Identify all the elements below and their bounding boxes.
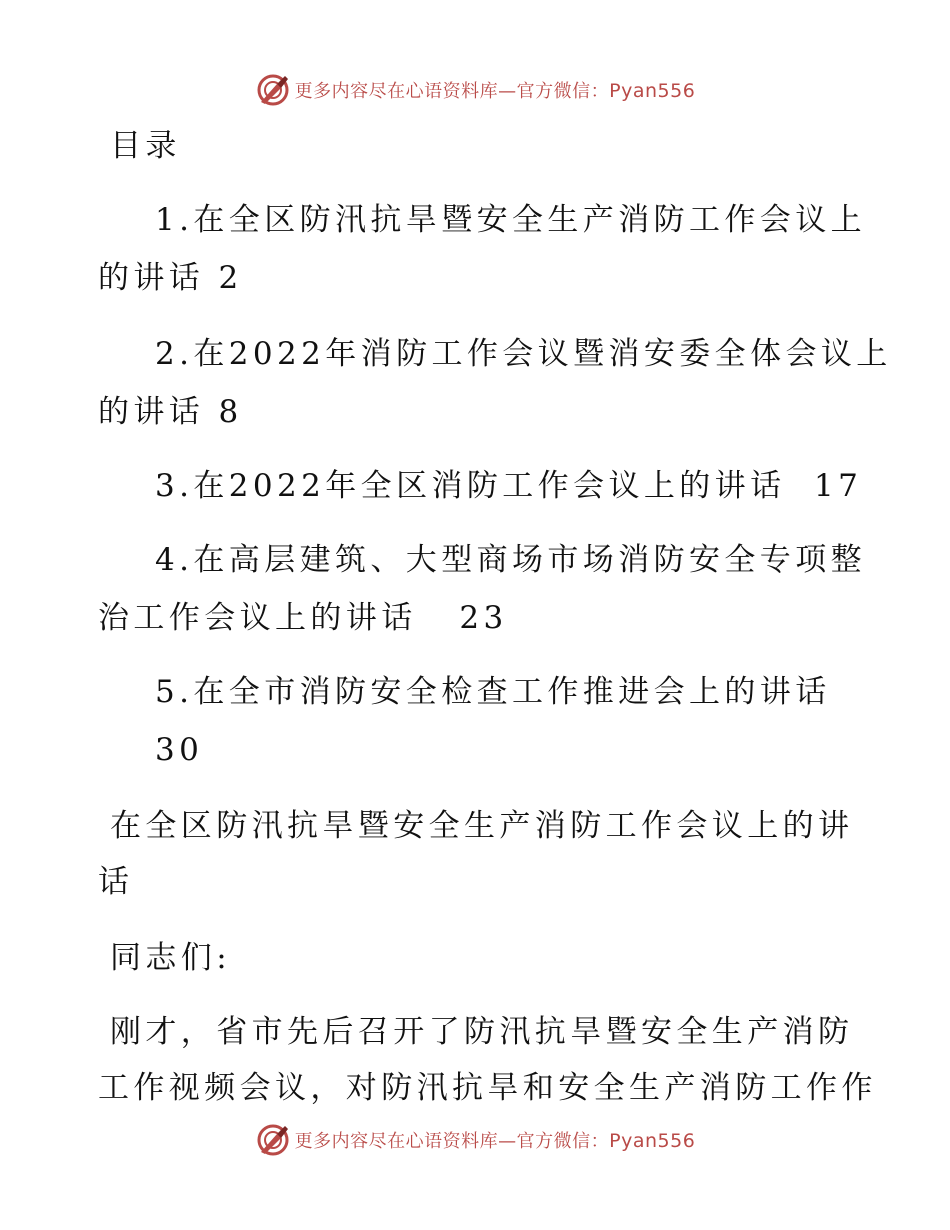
toc-item-number: 2. xyxy=(155,336,194,372)
watermark-slogan: 更多内容尽在心语资料库 xyxy=(294,81,499,102)
watermark-account: Pyan556 xyxy=(609,1130,696,1152)
body-paragraph-line-2: 工作视频会议，对防汛抗旱和安全生产消防工作作 xyxy=(98,1070,877,1106)
toc-item-title: 在全市消防安全检查工作推进会上的讲话 xyxy=(193,674,831,710)
salutation: 同志们: xyxy=(110,940,232,976)
watermark-dash: — xyxy=(498,81,517,102)
toc-item-title-cont: 的讲话 xyxy=(98,394,205,430)
toc-item-title-cont: 治工作会议上的讲话 xyxy=(98,600,417,636)
toc-item-page: 30 xyxy=(155,732,204,768)
toc-item-title: 在2022年消防工作会议暨消安委全体会议上 xyxy=(193,336,892,372)
header-watermark xyxy=(0,70,950,110)
body-paragraph-line-1: 刚才，省市先后召开了防汛抗旱暨安全生产消防 xyxy=(110,1014,854,1050)
toc-item-1-continued[interactable] xyxy=(98,258,243,298)
toc-item-4[interactable] xyxy=(155,540,866,580)
article-title: 在全区防汛抗旱暨安全生产消防工作会议上的讲 xyxy=(110,808,854,844)
toc-item-2-continued[interactable] xyxy=(98,392,243,432)
toc-item-page: 17 xyxy=(814,468,863,504)
toc-item-page: 8 xyxy=(218,394,243,430)
toc-item-page: 23 xyxy=(459,600,508,636)
footer-watermark xyxy=(0,1120,950,1160)
article-title-continued: 话 xyxy=(98,864,134,900)
toc-item-number: 4. xyxy=(155,542,194,578)
watermark-brand xyxy=(255,1122,696,1158)
toc-item-number: 1. xyxy=(155,202,194,238)
toc-item-title: 在高层建筑、大型商场市场消防安全专项整 xyxy=(193,542,866,578)
watermark-text xyxy=(295,1127,696,1153)
toc-item-5-page[interactable] xyxy=(155,730,203,770)
fountain-pen-logo-icon xyxy=(255,72,291,108)
toc-item-5[interactable] xyxy=(155,672,831,712)
watermark-official-label: 官方微信： xyxy=(516,81,610,102)
toc-item-title: 在2022年全区消防工作会议上的讲话 xyxy=(193,468,786,504)
toc-item-number: 3. xyxy=(155,468,194,504)
watermark-dash: — xyxy=(498,1131,517,1152)
toc-item-number: 5. xyxy=(155,674,194,710)
watermark-slogan: 更多内容尽在心语资料库 xyxy=(294,1131,499,1152)
watermark-text xyxy=(295,77,696,103)
toc-item-page: 2 xyxy=(218,260,243,296)
toc-item-1[interactable] xyxy=(155,200,866,240)
watermark-official-label: 官方微信： xyxy=(516,1131,610,1152)
toc-item-3[interactable] xyxy=(155,466,862,506)
fountain-pen-logo-icon xyxy=(255,1122,291,1158)
watermark-brand xyxy=(255,72,696,108)
toc-item-title-cont: 的讲话 xyxy=(98,260,205,296)
toc-item-title: 在全区防汛抗旱暨安全生产消防工作会议上 xyxy=(193,202,866,238)
watermark-account: Pyan556 xyxy=(609,80,696,102)
toc-item-2[interactable] xyxy=(155,334,892,374)
toc-item-4-continued[interactable] xyxy=(98,598,508,638)
toc-heading: 目录 xyxy=(110,128,181,164)
